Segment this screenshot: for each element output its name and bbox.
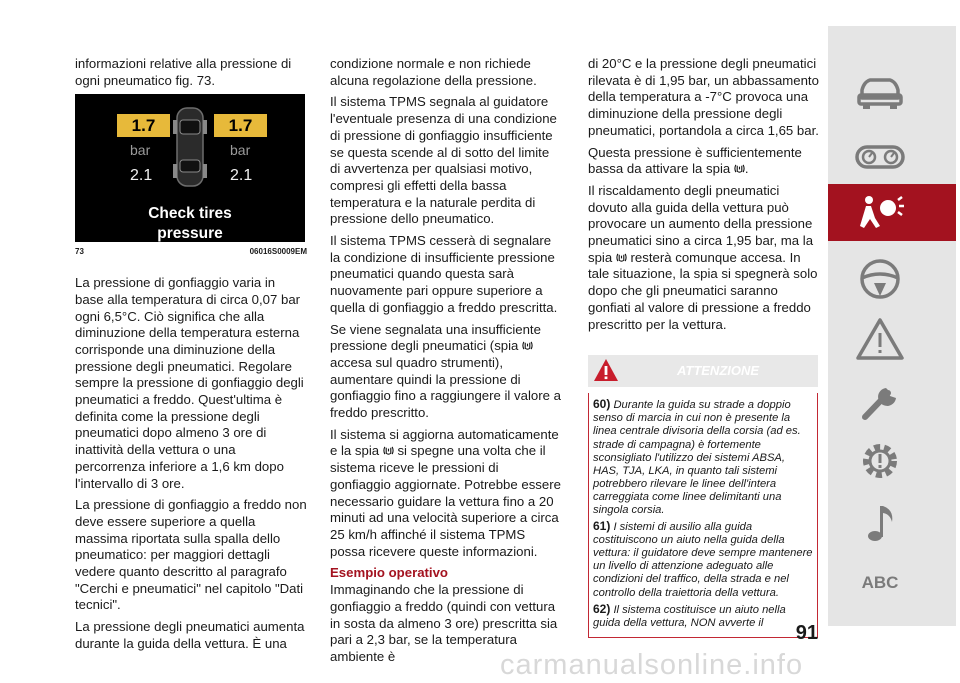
paragraph: Se viene segnalata una insufficiente pressione degli pneumatici (spia accesa sul quadro strumenti), aumentare quindi la pressione di gonfiaggio fino a raggiungere il valore a freddo prescritto. — [330, 321, 561, 421]
section-heading: Esempio operativo — [330, 565, 448, 581]
tpms-warning-lamp-icon — [616, 252, 627, 263]
paragraph: Il sistema TPMS cesserà di segnalare la condizione di insufficiente pressione pneumatici quando questa sarà nuovamente pari oppure superiore a quella di gonfiaggio a freddo prescritta. — [330, 233, 558, 315]
check-tires-message — [75, 204, 305, 244]
instrument-cluster-icon[interactable] — [852, 134, 908, 180]
front-right-pressure-badge: 1.7 — [214, 114, 267, 137]
figure-caption — [75, 244, 307, 261]
airbag-safety-icon[interactable] — [852, 190, 908, 236]
paragraph: La pressione di gonfiaggio varia in base alla temperatura di circa 0,07 bar ogni 6,5°C. Ciò significa che alla diminuzione della temperatura esterna corrisponde una diminuzione della pressione degli pneumatici. Regolare sempre la pressione di gonfiaggio degli pneumatici a freddo. Quest'ultima è definita come la pressione degli pneumatici dopo almeno 3 ore di inattività della vettura o una percorrenza inferiore a 1,6 km dopo l'intervallo di 3 ore. — [75, 275, 304, 491]
tpms-warning-lamp-icon — [383, 445, 394, 456]
paragraph: La pressione degli pneumatici aumenta durante la guida della vettura. È una — [75, 619, 305, 651]
tpms-warning-lamp-icon — [734, 163, 745, 174]
car-top-view-icon — [173, 106, 207, 188]
unit-left: bar — [130, 142, 151, 159]
warning-body — [588, 393, 818, 638]
column-2 — [330, 56, 562, 671]
warning-item: 62) Il sistema costituisce un aiuto nella guida della vettura, NON avverte il — [593, 601, 786, 629]
settings-gear-icon[interactable] — [852, 438, 908, 484]
warning-item: 60) Durante la guida su strade a doppio senso di marcia in cui non è presente la linea centrale divisoria della corsia (ad es. strade di campagna) è fortemente sconsigliato l'utilizzo dei sistemi ABSA, HAS, TJA, LKA, in quanto tali sistemi potrebbero rilevare le linee dell'intera carreggiata come linee delimitanti una singola corsia. — [593, 397, 801, 516]
warning-header — [588, 355, 818, 387]
unit-right: bar — [230, 142, 251, 159]
paragraph: Il riscaldamento degli pneumatici dovuto alla guida della vettura può provocare un aumento della pressione pneumatici sino a circa 1,95 bar, ma la spia resterà comunque accesa. In tale situazione, la spia si spegnerà solo dopo che gli pneumatici saranno gonfiati al valore di pressione a freddo prescritto per la vettura. — [588, 182, 818, 332]
rear-left-pressure: 2.1 — [130, 167, 153, 185]
intro-text: informazioni relative alla pressione di ogni pneumatico fig. 73. — [75, 56, 292, 88]
figure-number: 73 — [75, 247, 84, 257]
check-line-2: pressure — [157, 225, 223, 243]
paragraph: di 20°C e la pressione degli pneumatici rilevata è di 1,95 bar, un abbassamento della temperatura a -7°C provoca una diminuzione della pressione degli pneumatici, portandola a circa 1,65 bar. — [588, 56, 819, 138]
tpms-display-figure — [75, 94, 305, 242]
paragraph: La pressione di gonfiaggio a freddo non deve essere superiore a quella massima riportata sulla spalla dello pneumatico: per maggiori dettagli vedere quanto descritto al paragrafo "Cerchi e pneumatici" nel capitolo "Dati tecnici". — [75, 497, 307, 613]
car-icon[interactable] — [852, 68, 908, 114]
page-number: 91 — [795, 622, 818, 644]
figure-code: 06016S0009EM — [249, 247, 307, 257]
paragraph: Immaginando che la pressione di gonfiaggio a freddo (quindi con vettura in sosta da almeno 3 ore) prescritta sia pari a 2,3 bar, se la temperatura ambiente è — [330, 582, 558, 664]
warning-title: ATTENZIONE — [676, 363, 760, 379]
column-3 — [588, 56, 820, 638]
paragraph: Questa pressione è sufficientemente bassa da attivare la spia . — [588, 144, 802, 177]
warning-triangle-icon[interactable] — [852, 316, 908, 362]
chapter-sidebar — [828, 26, 956, 626]
paragraph: Il sistema si aggiorna automaticamente e la spia si spegne una volta che il sistema riceve le pressioni di gonfiaggio aggiornate. Potrebbe essere necessario guidare la vettura fino a 20 minuti ad una velocità superiore a circa 25 km/h affinché il sistema TPMS possa ricevere queste informazioni. — [330, 426, 561, 559]
front-left-pressure-badge: 1.7 — [117, 114, 170, 137]
watermark: carmanualsonline.info — [500, 649, 804, 681]
paragraph: condizione normale e non richiede alcuna regolazione della pressione. — [330, 56, 537, 88]
check-line-1: Check tires — [148, 205, 232, 223]
tpms-warning-lamp-icon — [522, 340, 533, 351]
paragraph: Il sistema TPMS segnala al guidatore l'eventuale presenza di una condizione di pressione di gonfiaggio insufficiente se questa scende al di sotto del limite di avvertenza per qualsiasi motivo, compresi gli effetti della bassa temperatura e la naturale perdita di pressione dello pneumatico. — [330, 94, 557, 227]
music-note-icon[interactable] — [852, 500, 908, 546]
wrench-icon[interactable] — [852, 376, 908, 422]
warning-item: 61) I sistemi di ausilio alla guida costituiscono un aiuto nella guida della vettura: il guidatore deve sempre mantenere un livello di attenzione adeguato alle condizioni del traffico, della strada e nel controllo della traiettoria della vettura. — [593, 519, 813, 599]
rear-right-pressure: 2.1 — [230, 167, 253, 185]
steering-wheel-icon[interactable] — [852, 256, 908, 302]
alphabetical-index-link[interactable]: ABC — [861, 573, 899, 592]
column-1 — [75, 56, 307, 658]
warning-box — [588, 355, 818, 638]
